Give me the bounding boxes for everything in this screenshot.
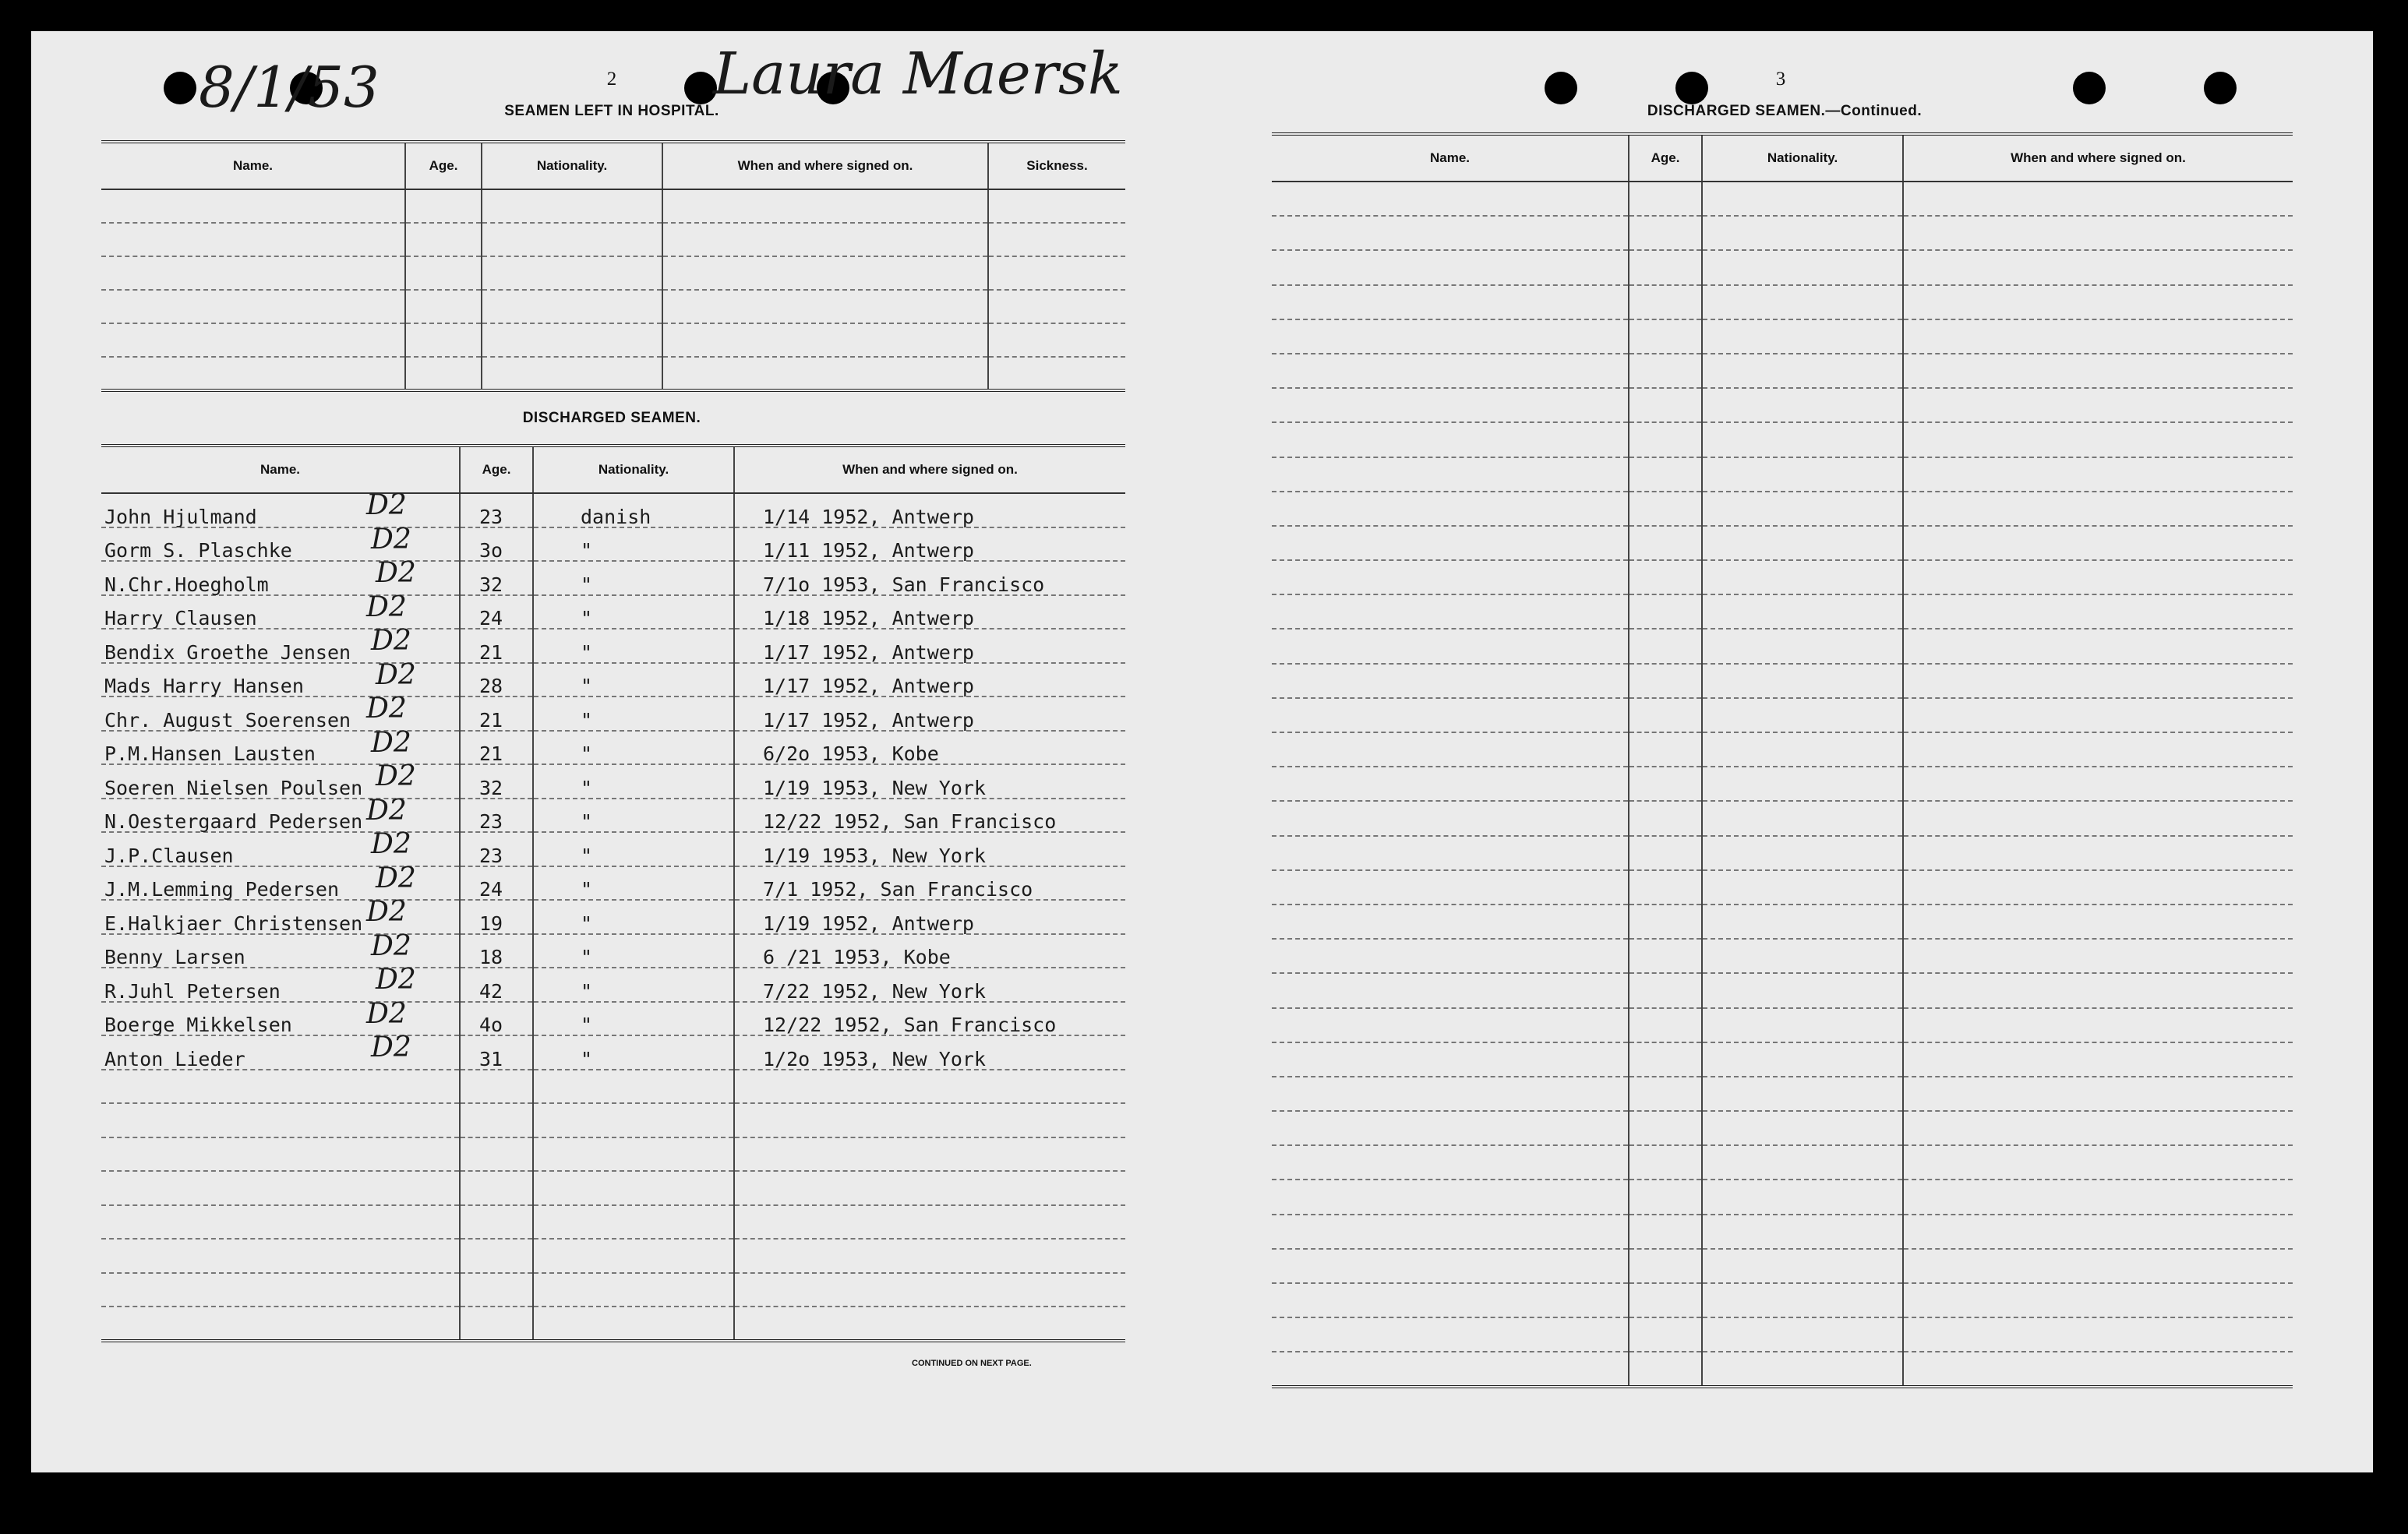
discharge-mark: D2	[371, 828, 411, 860]
cell-age: 3o	[460, 527, 533, 562]
cell-age: 19	[460, 900, 533, 934]
table-row	[1272, 526, 2293, 560]
cell-age: 32	[460, 561, 533, 595]
header-age: Age.	[405, 142, 482, 189]
table-row	[1272, 250, 2293, 284]
table-row	[1272, 905, 2293, 939]
punch-hole	[164, 72, 196, 104]
header-name: Name.	[101, 142, 405, 189]
cell-nationality: "	[533, 629, 734, 663]
cell-name: Benny Larsen	[101, 934, 460, 968]
cell-nationality: "	[533, 663, 734, 697]
header-name: Name.	[1272, 134, 1629, 182]
table-row	[101, 1002, 1125, 1036]
table-row	[101, 1171, 1125, 1205]
punch-hole	[2204, 72, 2237, 104]
cell-nationality: "	[533, 527, 734, 562]
cell-name: Anton Lieder	[101, 1035, 460, 1070]
cell-signed-on: 7/1o 1953, San Francisco	[734, 561, 1125, 595]
hospital-table	[101, 140, 1125, 392]
punch-hole	[2073, 72, 2106, 104]
punch-hole	[1545, 72, 1577, 104]
header-age: Age.	[460, 446, 533, 493]
cell-nationality: "	[533, 900, 734, 934]
table-row	[1272, 285, 2293, 319]
cell-signed-on: 12/22 1952, San Francisco	[734, 799, 1125, 833]
cell-nationality: danish	[533, 493, 734, 527]
cell-name: Bendix Groethe Jensen	[101, 629, 460, 663]
table-row	[1272, 492, 2293, 526]
cell-signed-on: 1/19 1953, New York	[734, 764, 1125, 799]
table-row	[1272, 422, 2293, 457]
cell-age: 42	[460, 968, 533, 1002]
table-row	[1272, 1317, 2293, 1352]
discharge-mark: D2	[376, 862, 416, 894]
table-row	[1272, 1249, 2293, 1283]
discharge-mark: D2	[371, 625, 411, 657]
table-row	[101, 1070, 1125, 1104]
cell-age: 24	[460, 595, 533, 629]
cell-name: R.Juhl Petersen	[101, 968, 460, 1002]
discharge-mark: D2	[366, 489, 407, 521]
cell-signed-on: 1/14 1952, Antwerp	[734, 493, 1125, 527]
discharge-mark: D2	[371, 726, 411, 759]
discharge-mark: D2	[371, 523, 411, 555]
table-row	[1272, 1008, 2293, 1042]
table-row	[1272, 1111, 2293, 1145]
header-signed-on: When and where signed on.	[1903, 134, 2293, 182]
cell-name: E.Halkjaer Christensen	[101, 900, 460, 934]
table-row	[1272, 1145, 2293, 1180]
cell-name: P.M.Hansen Lausten	[101, 731, 460, 765]
table-row	[101, 1137, 1125, 1172]
cell-nationality: "	[533, 1035, 734, 1070]
table-row	[1272, 594, 2293, 629]
table-row	[1272, 870, 2293, 905]
cell-name: Gorm S. Plaschke	[101, 527, 460, 562]
cell-signed-on: 1/17 1952, Antwerp	[734, 696, 1125, 731]
table-row	[1272, 664, 2293, 698]
table-row	[1272, 629, 2293, 663]
header-signed-on: When and where signed on.	[734, 446, 1125, 493]
cell-nationality: "	[533, 1002, 734, 1036]
cell-nationality: "	[533, 799, 734, 833]
cell-nationality: "	[533, 764, 734, 799]
table-row	[1272, 801, 2293, 835]
header-age: Age.	[1629, 134, 1702, 182]
handwritten-ship-name: Laura Maersk	[713, 41, 1123, 108]
table-row	[1272, 939, 2293, 973]
discharge-mark: D2	[376, 557, 416, 589]
table-row	[1272, 698, 2293, 732]
discharge-mark: D2	[366, 693, 407, 725]
table-row	[101, 527, 1125, 562]
header-name: Name.	[101, 446, 460, 493]
discharged-table	[101, 444, 1125, 1342]
cell-age: 23	[460, 799, 533, 833]
table-row	[1272, 388, 2293, 422]
cell-signed-on: 1/2o 1953, New York	[734, 1035, 1125, 1070]
cell-signed-on: 1/19 1953, New York	[734, 832, 1125, 866]
cell-signed-on: 1/11 1952, Antwerp	[734, 527, 1125, 562]
cell-age: 23	[460, 832, 533, 866]
discharge-mark: D2	[376, 658, 416, 691]
discharged-continued-heading: DISCHARGED SEAMEN.—Continued.	[1647, 103, 1923, 119]
table-row	[101, 968, 1125, 1002]
punch-hole	[684, 72, 717, 104]
table-row	[1272, 457, 2293, 492]
table-row	[101, 731, 1125, 765]
table-row	[101, 629, 1125, 663]
cell-signed-on: 1/18 1952, Antwerp	[734, 595, 1125, 629]
header-nationality: Nationality.	[1702, 134, 1903, 182]
table-row	[1272, 1283, 2293, 1317]
table-row	[1272, 973, 2293, 1007]
cell-age: 21	[460, 629, 533, 663]
header-nationality: Nationality.	[482, 142, 662, 189]
table-row	[101, 799, 1125, 833]
cell-name: J.M.Lemming Pedersen	[101, 866, 460, 901]
table-row	[101, 900, 1125, 934]
table-row	[1272, 732, 2293, 767]
cell-age: 18	[460, 934, 533, 968]
discharge-mark: D2	[376, 760, 416, 792]
cell-nationality: "	[533, 866, 734, 901]
cell-signed-on: 7/1 1952, San Francisco	[734, 866, 1125, 901]
cell-name: Chr. August Soerensen	[101, 696, 460, 731]
punch-hole	[1675, 72, 1708, 104]
table-row	[101, 832, 1125, 866]
cell-signed-on: 1/19 1952, Antwerp	[734, 900, 1125, 934]
cell-nationality: "	[533, 696, 734, 731]
discharge-mark: D2	[371, 1031, 411, 1063]
cell-age: 23	[460, 493, 533, 527]
cell-signed-on: 7/22 1952, New York	[734, 968, 1125, 1002]
table-row	[1272, 354, 2293, 388]
page-number: 2	[606, 69, 617, 90]
table-row	[101, 1307, 1125, 1341]
table-row	[101, 1273, 1125, 1307]
cell-name: J.P.Clausen	[101, 832, 460, 866]
discharged-heading: DISCHARGED SEAMEN.	[522, 410, 701, 426]
table-row	[101, 663, 1125, 697]
cell-age: 24	[460, 866, 533, 901]
header-sickness: Sickness.	[988, 142, 1125, 189]
table-row	[101, 764, 1125, 799]
cell-age: 21	[460, 696, 533, 731]
cell-name: N.Chr.Hoegholm	[101, 561, 460, 595]
cell-name: Boerge Mikkelsen	[101, 1002, 460, 1036]
cell-age: 4o	[460, 1002, 533, 1036]
cell-nationality: "	[533, 968, 734, 1002]
cell-signed-on: 1/17 1952, Antwerp	[734, 629, 1125, 663]
cell-age: 31	[460, 1035, 533, 1070]
discharge-mark: D2	[371, 929, 411, 962]
cell-nationality: "	[533, 561, 734, 595]
cell-name: Mads Harry Hansen	[101, 663, 460, 697]
table-row	[101, 1035, 1125, 1070]
cell-signed-on: 6 /21 1953, Kobe	[734, 934, 1125, 968]
table-row	[101, 1239, 1125, 1273]
cell-age: 21	[460, 731, 533, 765]
table-row	[101, 934, 1125, 968]
handwritten-date: 8/1/53	[199, 55, 380, 120]
header-signed-on: When and where signed on.	[662, 142, 988, 189]
table-row	[101, 696, 1125, 731]
discharge-mark: D2	[366, 591, 407, 623]
cell-nationality: "	[533, 595, 734, 629]
page-number: 3	[1775, 69, 1786, 90]
table-row	[101, 1205, 1125, 1240]
cell-age: 32	[460, 764, 533, 799]
table-row	[1272, 1215, 2293, 1249]
discharged-continued-table	[1272, 132, 2293, 1388]
cell-name: Soeren Nielsen Poulsen	[101, 764, 460, 799]
table-row	[1272, 216, 2293, 250]
table-row	[1272, 836, 2293, 870]
cell-nationality: "	[533, 934, 734, 968]
table-row	[101, 595, 1125, 629]
cell-signed-on: 12/22 1952, San Francisco	[734, 1002, 1125, 1036]
cell-nationality: "	[533, 731, 734, 765]
cell-nationality: "	[533, 832, 734, 866]
cell-name: Harry Clausen	[101, 595, 460, 629]
cell-age: 28	[460, 663, 533, 697]
table-row	[101, 1103, 1125, 1137]
table-row	[101, 561, 1125, 595]
table-row	[1272, 1180, 2293, 1214]
cell-name: John Hjulmand	[101, 493, 460, 527]
cell-signed-on: 1/17 1952, Antwerp	[734, 663, 1125, 697]
cell-name: N.Oestergaard Pedersen	[101, 799, 460, 833]
table-row	[1272, 560, 2293, 594]
discharge-mark: D2	[366, 997, 407, 1030]
discharge-mark: D2	[366, 896, 407, 928]
table-row	[1272, 1077, 2293, 1111]
table-row	[1272, 182, 2293, 216]
table-row	[1272, 1352, 2293, 1386]
discharge-mark: D2	[376, 964, 416, 996]
hospital-heading: SEAMEN LEFT IN HOSPITAL.	[504, 103, 719, 119]
discharge-mark: D2	[366, 794, 407, 827]
header-nationality: Nationality.	[533, 446, 734, 493]
continued-note: CONTINUED ON NEXT PAGE.	[912, 1359, 1032, 1368]
table-row	[1272, 1042, 2293, 1077]
table-row	[101, 866, 1125, 901]
table-row	[101, 493, 1125, 527]
table-row	[1272, 319, 2293, 354]
table-row	[1272, 767, 2293, 801]
cell-signed-on: 6/2o 1953, Kobe	[734, 731, 1125, 765]
